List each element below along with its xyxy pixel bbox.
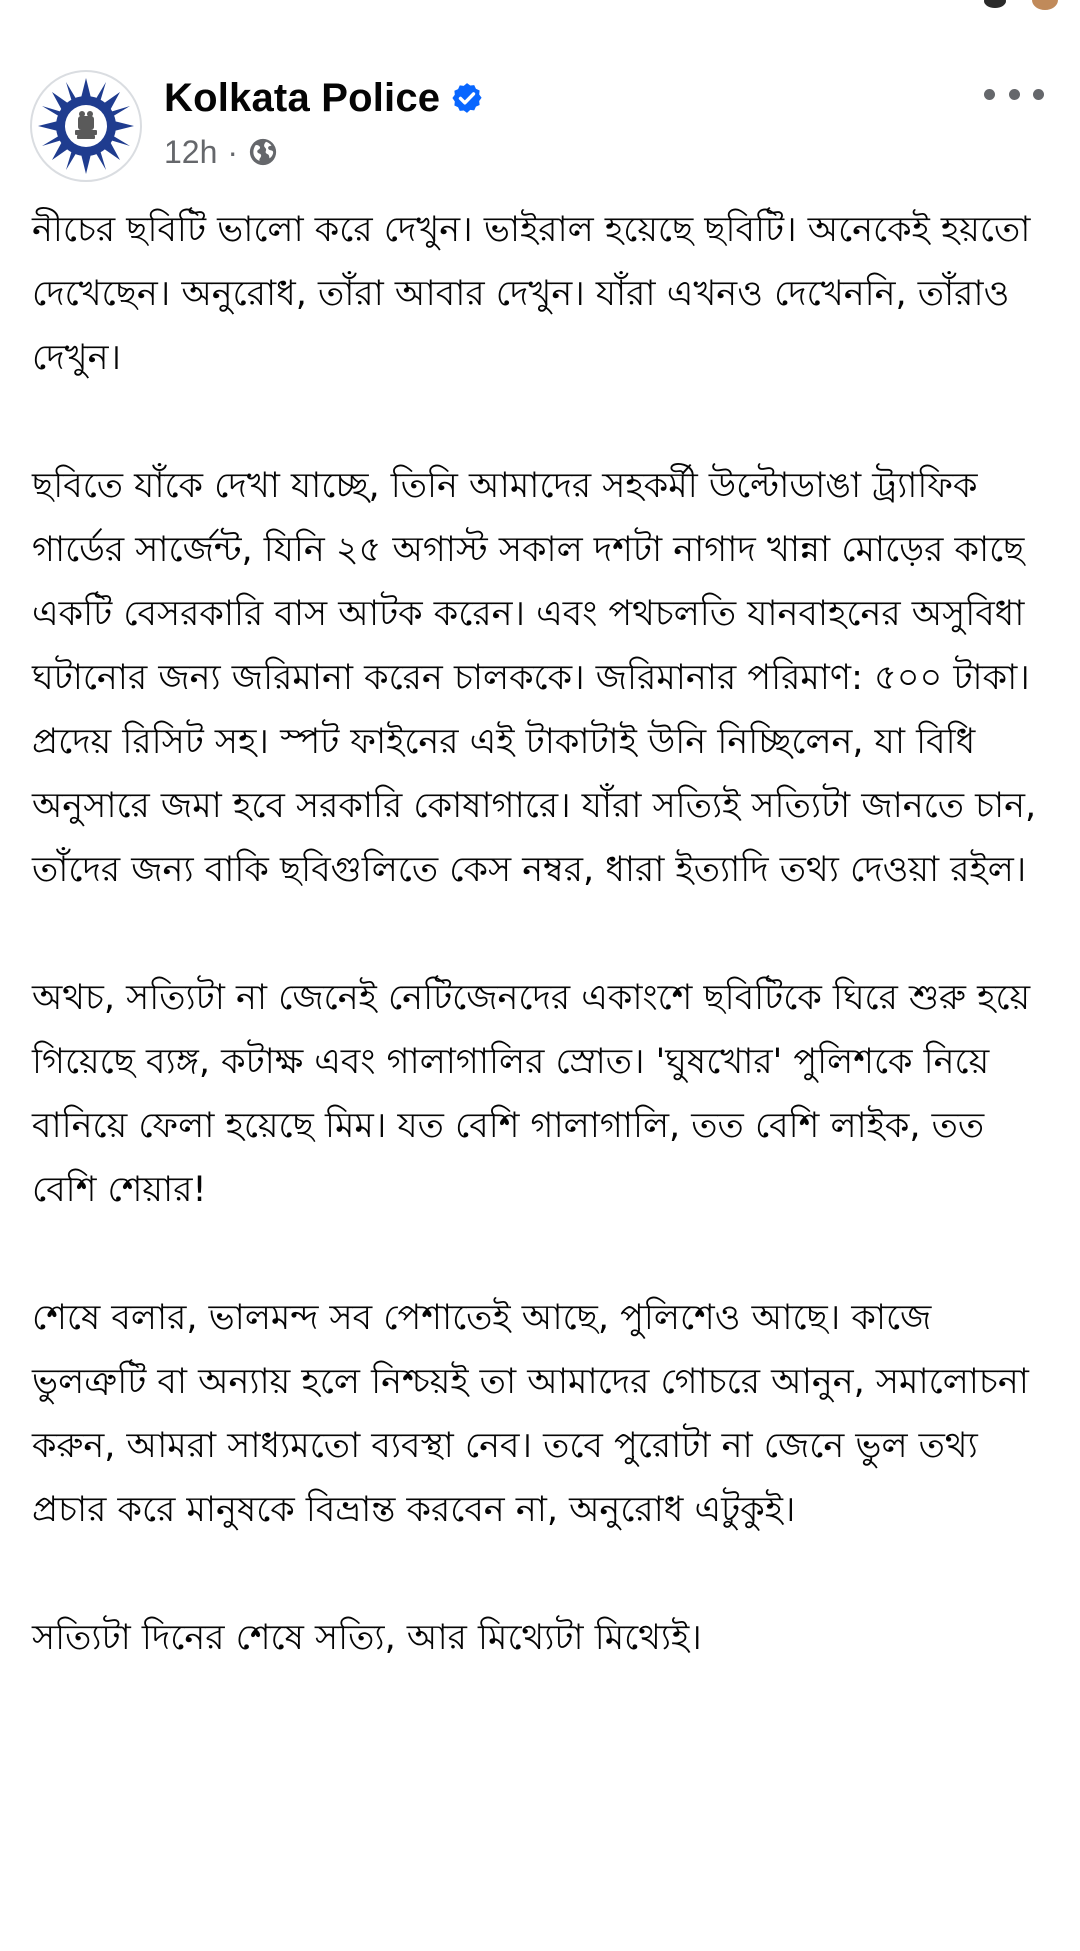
post-paragraph: অথচ, সত্যিটা না জেনেই নেটিজেনদের একাংশে ছবিটিকে ঘিরে শুরু হয়ে গিয়েছে ব্যঙ্গ, কটাক্ষ এবং গালাগালির স্রোত। 'ঘুষখোর' পুলিশকে নিয়ে বানিয়ে ফেলা হয়েছে মিম। যত বেশি গালাগালি, তত বেশি লাইক, তত বেশি শেয়ার! [32, 978, 1031, 1210]
page-avatar[interactable] [30, 70, 142, 182]
more-options-icon[interactable] [984, 74, 1044, 114]
author-row [164, 70, 484, 126]
post-paragraph: শেষে বলার, ভালমন্দ সব পেশাতেই আছে, পুলিশেও আছে। কাজে ভুলত্রুটি বা অন্যায় হলে নিশ্চয়ই তা আমাদের গোচরে আনুন, সমালোচনা করুন, আমরা সাধ্যমতো ব্যবস্থা নেব। তবে পুরোটা না জেনে ভুল তথ্য প্রচার করে মানুষকে বিভ্রান্ত করবেন না, অনুরোধ এটুকুই। [32, 1298, 1029, 1530]
meta-separator: · [227, 133, 239, 170]
fragment-mark [984, 0, 1006, 8]
fragment-avatar [1032, 0, 1058, 10]
more-dot [1009, 89, 1020, 100]
post-paragraph: নীচের ছবিটি ভালো করে দেখুন। ভাইরাল হয়েছে ছবিটি। অনেকেই হয়তো দেখেছেন। অনুরোধ, তাঁরা আবার দেখুন। যাঁরা এখনও দেখেননি, তাঁরাও দেখুন। [32, 210, 1031, 378]
globe-icon[interactable] [248, 137, 278, 167]
post-text [32, 198, 1054, 1670]
post-meta [164, 130, 278, 174]
post-paragraph: সত্যিটা দিনের শেষে সত্যি, আর মিথ্যেটা মিথ্যেই। [32, 1618, 702, 1658]
post-paragraph: ছবিতে যাঁকে দেখা যাচ্ছে, তিনি আমাদের সহকর্মী উল্টোডাঙা ট্র্যাফিক গার্ডের সার্জেন্ট, যিনি ২৫ অগাস্ট সকাল দশটা নাগাদ খান্না মোড়ের কাছে একটি বেসরকারি বাস আটক করেন। এবং পথচলতি যানবাহনের অসুবিধা ঘটানোর জন্য জরিমানা করেন চালককে। জরিমানার পরিমাণ: ৫০০ টাকা। প্রদেয় রিসিট সহ। স্পট ফাইনের এই টাকাটাই উনি নিচ্ছিলেন, যা বিধি অনুসারে জমা হবে সরকারি কোষাগারে। যাঁরা সত্যিই সত্যিটা জানতে চান, তাঁদের জন্য বাকি ছবিগুলিতে কেস নম্বর, ধারা ইত্যাদি তথ্য দেওয়া রইল। [32, 466, 1037, 890]
post-header [30, 64, 1050, 184]
post-timestamp[interactable]: 12h [164, 133, 218, 170]
more-dot [984, 89, 995, 100]
author-name[interactable]: Kolkata Police [164, 75, 441, 120]
kolkata-police-emblem-icon [32, 72, 140, 180]
verified-badge-icon [450, 81, 484, 115]
more-dot [1033, 89, 1044, 100]
previous-content-fragment [946, 0, 1066, 12]
